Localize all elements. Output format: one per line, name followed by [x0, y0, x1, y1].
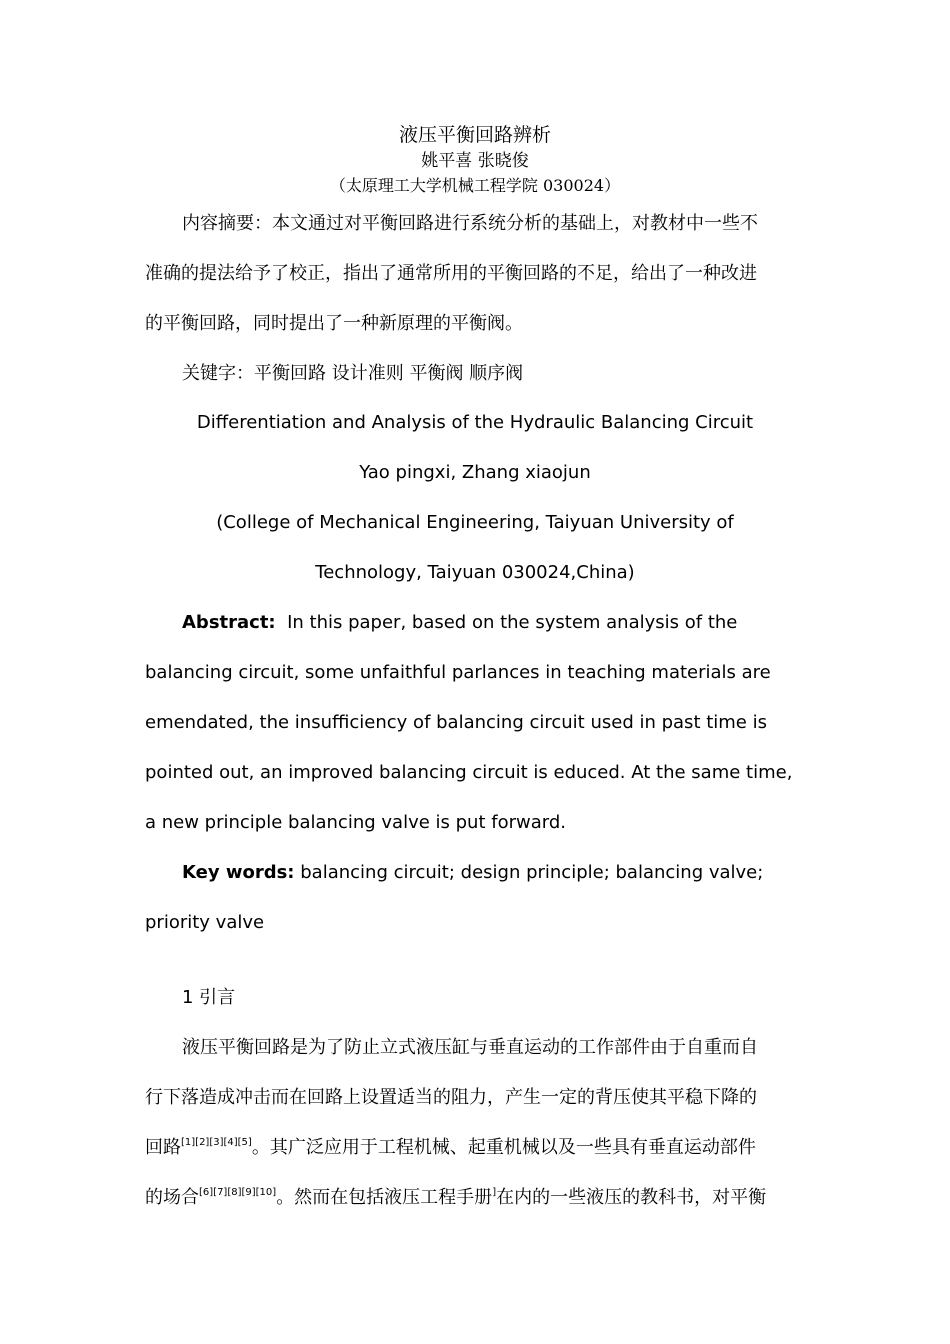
section-heading-intro: 1 引言 — [182, 987, 236, 1008]
intro-line4 — [145, 1173, 766, 1223]
citation-mark: ] — [492, 1187, 497, 1198]
intro-line3-text: 回路 — [145, 1137, 181, 1158]
intro-line3 — [145, 1123, 756, 1173]
abstract-en-text1: In this paper, based on the system analysis of the — [275, 612, 738, 633]
keywords-label: Key words: — [182, 862, 295, 883]
keywords-en-line2: priority valve — [145, 912, 265, 933]
citation-refs-6-10: [6][7][8][9][10] — [199, 1187, 277, 1198]
citation-refs-1-5: [1][2][3][4][5] — [181, 1137, 252, 1148]
title-cn: 液压平衡回路辨析 — [398, 124, 551, 146]
authors-cn: 姚平喜 张晓俊 — [421, 151, 529, 171]
abstract-cn-line3: 的平衡回路，同时提出了一种新原理的平衡阀。 — [145, 313, 523, 334]
keywords-en-text1: balancing circuit; design principle; balancing valve; — [294, 862, 764, 883]
intro-line4-rest: 。然而在包括液压工程手册 — [276, 1187, 493, 1208]
affiliation-cn: （太原理工大学机械工程学院 030024） — [329, 176, 621, 195]
abstract-en-line5: a new principle balancing valve is put forward. — [145, 812, 566, 833]
abstract-label: Abstract: — [182, 612, 276, 633]
title-en: Differentiation and Analysis of the Hydraulic Balancing Circuit — [196, 412, 754, 433]
intro-line1: 液压平衡回路是为了防止立式液压缸与垂直运动的工作部件由于自重而自 — [182, 1037, 758, 1058]
abstract-cn-line2: 准确的提法给予了校正，指出了通常所用的平衡回路的不足，给出了一种改进 — [145, 263, 757, 284]
abstract-en-line2: balancing circuit, some unfaithful parlances in teaching materials are — [145, 662, 771, 683]
affiliation-en-line1: (College of Mechanical Engineering, Taiyuan University of — [216, 512, 734, 533]
abstract-cn-line1: 内容摘要：本文通过对平衡回路进行系统分析的基础上，对教材中一些不 — [182, 213, 758, 234]
abstract-en-line1 — [182, 598, 737, 648]
keywords-en-line1 — [182, 848, 763, 898]
intro-line2: 行下落造成冲击而在回路上设置适当的阻力，产生一定的背压使其平稳下降的 — [145, 1087, 757, 1108]
intro-line4-text: 的场合 — [145, 1187, 199, 1208]
intro-line3-rest: 。其广泛应用于工程机械、起重机械以及一些具有垂直运动部件 — [251, 1137, 756, 1158]
affiliation-en-line2: Technology, Taiyuan 030024,China) — [315, 562, 635, 583]
authors-en: Yao pingxi, Zhang xiaojun — [359, 462, 591, 483]
abstract-en-line3: emendated, the insufficiency of balancing circuit used in past time is — [145, 712, 767, 733]
keywords-cn: 关键字：平衡回路 设计准则 平衡阀 顺序阀 — [182, 363, 524, 384]
intro-line4-tail: 在内的一些液压的教科书，对平衡 — [496, 1187, 767, 1208]
abstract-en-line4: pointed out, an improved balancing circuit is educed. At the same time, — [145, 762, 793, 783]
